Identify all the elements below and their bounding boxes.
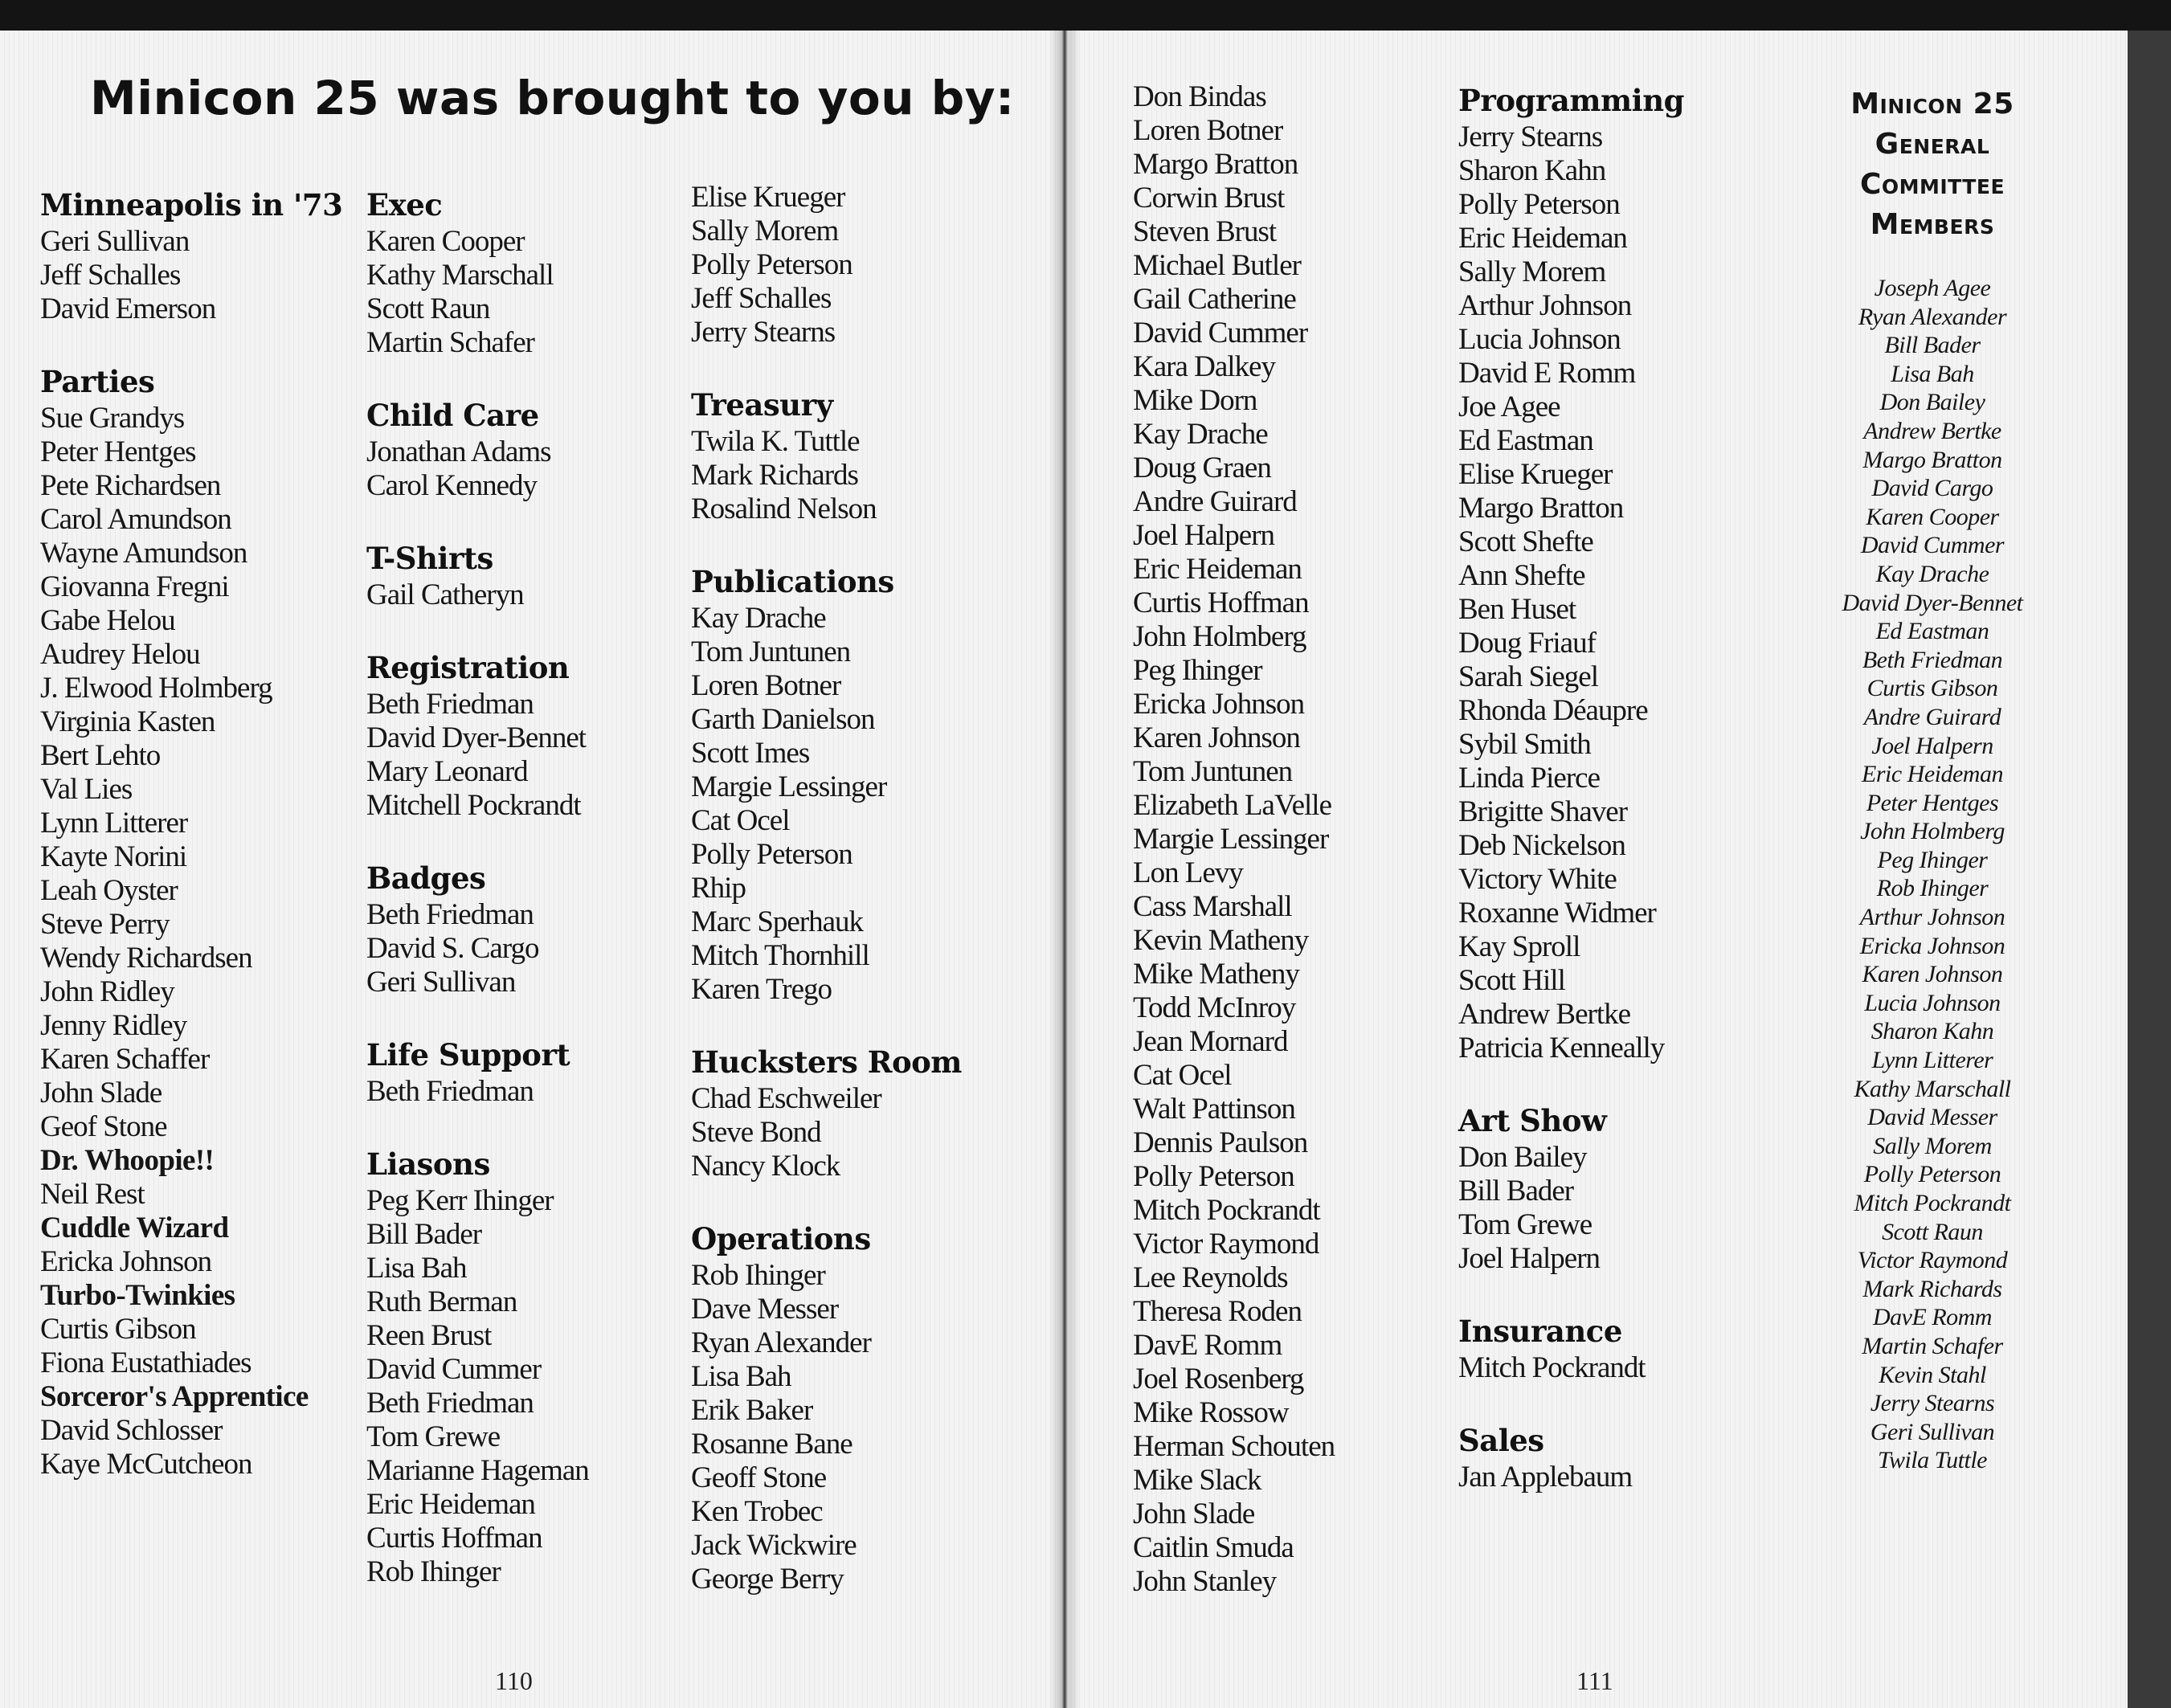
person-name: Mark Richards: [691, 459, 858, 492]
committee-member-name: Lisa Bah: [1891, 360, 1974, 387]
person-name: Mike Matheny: [1133, 958, 1299, 991]
person-name: Rob Ihinger: [366, 1555, 501, 1588]
section-heading: Exec: [366, 187, 443, 223]
person-name: Mitch Pockrandt: [1133, 1194, 1320, 1227]
committee-member-name: Andrew Bertke: [1863, 417, 2001, 444]
credits-column-left-1: [40, 185, 378, 1517]
person-name: David Cummer: [366, 1353, 542, 1386]
committee-member-name: Kay Drache: [1875, 560, 1989, 587]
committee-member-name: Sally Morem: [1873, 1132, 1992, 1159]
committee-member-name: Kathy Marschall: [1854, 1075, 2011, 1102]
committee-member-name: Don Bailey: [1879, 389, 1985, 416]
person-name: John Slade: [40, 1077, 162, 1109]
person-name: Eric Heideman: [1133, 553, 1302, 586]
committee-member-name: Ed Eastman: [1875, 618, 1989, 645]
person-name: Elise Krueger: [691, 181, 845, 214]
person-name: Polly Peterson: [1458, 188, 1620, 221]
credit-group: [1458, 1311, 1796, 1385]
person-name: Ann Shefte: [1458, 559, 1585, 592]
person-name: Don Bindas: [1133, 80, 1266, 113]
credit-group: [366, 648, 704, 823]
person-name: Tom Juntunen: [1133, 755, 1293, 788]
person-name: Sarah Siegel: [1458, 660, 1598, 693]
person-name: Wendy Richardsen: [40, 942, 252, 975]
person-name: Lon Levy: [1133, 856, 1243, 889]
credit-group: [691, 562, 1028, 1007]
credit-group: [366, 538, 704, 612]
person-name: Lisa Bah: [366, 1252, 467, 1285]
person-name: Lucia Johnson: [1458, 323, 1621, 356]
committee-member-name: Arthur Johnson: [1859, 904, 2005, 931]
person-name: Beth Friedman: [366, 898, 534, 931]
person-name: Rosanne Bane: [691, 1428, 852, 1461]
person-name: Sybil Smith: [1458, 728, 1591, 761]
person-name: Patricia Kenneally: [1458, 1032, 1665, 1064]
committee-member-name: John Holmberg: [1860, 818, 2005, 845]
person-name: Carol Amundson: [40, 503, 231, 536]
person-name: Jenny Ridley: [40, 1009, 187, 1042]
person-name: Michael Butler: [1133, 249, 1301, 282]
person-name: Mary Leonard: [366, 755, 528, 788]
section-heading: Minneapolis in '73: [40, 187, 343, 223]
committee-member-name: Ericka Johnson: [1859, 932, 2005, 959]
person-name: Mike Rossow: [1133, 1396, 1289, 1429]
book-gutter: [1049, 31, 1080, 1708]
person-name: Sue Grandys: [40, 402, 185, 435]
committee-member-name: Mitch Pockrandt: [1854, 1190, 2011, 1216]
page-number-left: 110: [495, 1666, 533, 1695]
subsection-heading: Cuddle Wizard: [40, 1212, 229, 1244]
person-name: Wayne Amundson: [40, 537, 247, 570]
person-name: Kathy Marschall: [366, 259, 554, 292]
section-heading: Child Care: [366, 398, 539, 433]
committee-member-name: Curtis Gibson: [1866, 675, 1998, 702]
person-name: Reen Brust: [366, 1319, 492, 1352]
person-name: Peg Ihinger: [1133, 654, 1262, 687]
person-name: Steve Perry: [40, 908, 170, 941]
person-name: David Schlosser: [40, 1414, 223, 1447]
person-name: Karen Johnson: [1133, 721, 1300, 754]
person-name: David Emerson: [40, 292, 216, 325]
person-name: Gail Catheryn: [366, 578, 524, 611]
person-name: Elise Krueger: [1458, 458, 1613, 491]
scan-right-edge: [2128, 31, 2171, 1708]
person-name: Brigitte Shaver: [1458, 795, 1628, 828]
credits-column-left-2: [366, 185, 704, 1624]
person-name: Linda Pierce: [1458, 762, 1600, 795]
committee-member-name: David Cargo: [1871, 475, 1993, 502]
person-name: Don Bailey: [1458, 1141, 1587, 1174]
person-name: Audrey Helou: [40, 638, 200, 671]
person-name: Kay Drache: [1133, 418, 1268, 451]
person-name: Jean Mornard: [1133, 1025, 1288, 1058]
person-name: Rhip: [691, 872, 746, 905]
person-name: Joe Agee: [1458, 390, 1560, 423]
person-name: Scott Shefte: [1458, 525, 1593, 558]
person-name: Ericka Johnson: [40, 1245, 212, 1278]
person-name: Doug Graen: [1133, 452, 1271, 484]
person-name: Kaye McCutcheon: [40, 1448, 252, 1481]
person-name: Pete Richardsen: [40, 469, 221, 502]
committee-member-name: Bill Bader: [1884, 332, 1981, 359]
person-name: Bill Bader: [1458, 1175, 1574, 1207]
credit-group: [366, 185, 704, 360]
person-name: Cat Ocel: [691, 804, 790, 837]
person-name: Roxanne Widmer: [1458, 897, 1656, 930]
committee-member-name: Karen Cooper: [1866, 503, 1999, 530]
person-name: Gail Catherine: [1133, 283, 1296, 316]
person-name: Loren Botner: [691, 669, 841, 702]
person-name: Tom Grewe: [366, 1420, 501, 1453]
committee-member-name: Rob Ihinger: [1876, 875, 1989, 902]
credit-group: [366, 1144, 704, 1589]
person-name: Garth Danielson: [691, 703, 875, 736]
person-name: Lee Reynolds: [1133, 1261, 1288, 1294]
person-name: Victor Raymond: [1133, 1228, 1319, 1261]
person-name: Mike Dorn: [1133, 384, 1257, 417]
committee-member-name: Martin Schafer: [1862, 1332, 2003, 1359]
general-committee-panel: [1788, 84, 2077, 1475]
person-name: Kay Sproll: [1458, 930, 1580, 963]
person-name: Rob Ihinger: [691, 1259, 825, 1292]
person-name: Carol Kennedy: [366, 469, 538, 502]
person-name: Sharon Kahn: [1458, 154, 1606, 187]
committee-member-name: Joel Halpern: [1871, 732, 1993, 759]
person-name: Ryan Alexander: [691, 1326, 871, 1359]
person-name: Jerry Stearns: [691, 316, 836, 349]
committee-member-name: Victor Raymond: [1857, 1247, 2008, 1274]
person-name: Leah Oyster: [40, 874, 178, 907]
section-heading: Operations: [691, 1221, 871, 1256]
committee-member-name: Scott Raun: [1882, 1218, 1983, 1245]
subsection-heading: Dr. Whoopie!!: [40, 1144, 215, 1177]
section-heading: Liasons: [366, 1146, 490, 1182]
person-name: Beth Friedman: [366, 1387, 534, 1420]
committee-member-name: Joseph Agee: [1874, 275, 1991, 301]
person-name: J. Elwood Holmberg: [40, 672, 272, 705]
credit-group: [366, 1035, 704, 1109]
person-name: Lynn Litterer: [40, 807, 188, 840]
person-name: Marc Sperhauk: [691, 905, 864, 938]
committee-title-line: Minicon 25: [1850, 88, 2014, 121]
person-name: Victory White: [1458, 863, 1617, 896]
person-name: Sally Morem: [1458, 255, 1606, 288]
person-name: Ken Trobec: [691, 1495, 823, 1528]
person-name: Dennis Paulson: [1133, 1126, 1308, 1159]
person-name: Jonathan Adams: [366, 435, 551, 468]
credits-column-right-1: [1133, 80, 1470, 1634]
credit-group: [40, 362, 378, 1481]
section-heading: T-Shirts: [366, 541, 493, 576]
subsection-heading: Turbo-Twinkies: [40, 1279, 235, 1312]
person-name: Beth Friedman: [366, 688, 534, 721]
person-name: Beth Friedman: [366, 1075, 534, 1108]
person-name: DavE Romm: [1133, 1329, 1282, 1362]
person-name: Fiona Eustathiades: [40, 1346, 251, 1379]
person-name: Giovanna Fregni: [40, 570, 229, 603]
committee-member-name: Lynn Litterer: [1871, 1047, 1993, 1074]
person-name: Curtis Hoffman: [1133, 586, 1309, 619]
person-name: Arthur Johnson: [1458, 289, 1632, 322]
committee-member-name: Beth Friedman: [1862, 646, 2003, 673]
committee-member-name: Sharon Kahn: [1870, 1018, 1994, 1045]
person-name: Karen Schaffer: [40, 1043, 210, 1076]
committee-member-name: Jerry Stearns: [1870, 1390, 1995, 1417]
person-name: Andrew Bertke: [1458, 998, 1631, 1031]
person-name: Geri Sullivan: [40, 225, 190, 258]
person-name: Karen Trego: [691, 973, 832, 1006]
person-name: Karen Cooper: [366, 225, 525, 258]
person-name: Polly Peterson: [691, 838, 852, 871]
person-name: Erik Baker: [691, 1394, 813, 1427]
person-name: Rosalind Nelson: [691, 492, 877, 525]
person-name: Loren Botner: [1133, 114, 1283, 147]
section-heading: Publications: [691, 564, 894, 599]
person-name: Mitch Pockrandt: [1458, 1351, 1646, 1384]
person-name: Val Lies: [40, 773, 133, 806]
person-name: Jerry Stearns: [1458, 121, 1603, 153]
person-name: Andre Guirard: [1133, 485, 1297, 518]
person-name: John Ridley: [40, 975, 174, 1008]
person-name: Curtis Gibson: [40, 1313, 196, 1346]
person-name: Caitlin Smuda: [1133, 1531, 1294, 1564]
person-name: David S. Cargo: [366, 932, 539, 965]
person-name: Margo Bratton: [1458, 492, 1624, 525]
committee-member-name: Kevin Stahl: [1879, 1361, 1986, 1388]
person-name: Scott Raun: [366, 292, 490, 325]
person-name: Jan Applebaum: [1458, 1461, 1633, 1493]
person-name: Mike Slack: [1133, 1464, 1261, 1497]
credits-column-left-3: [691, 181, 1028, 1632]
person-name: Corwin Brust: [1133, 182, 1285, 215]
committee-member-name: Twila Tuttle: [1878, 1447, 1987, 1474]
person-name: Deb Nickelson: [1458, 829, 1625, 862]
person-name: Walt Pattinson: [1133, 1093, 1295, 1126]
person-name: Jeff Schalles: [40, 259, 181, 292]
committee-member-name: Margo Bratton: [1862, 446, 2002, 473]
credits-column-right-2: [1458, 80, 1796, 1530]
section-heading: Badges: [366, 860, 486, 896]
committee-member-name: Polly Peterson: [1863, 1161, 2001, 1188]
person-name: Kayte Norini: [40, 840, 187, 873]
person-name: Bill Bader: [366, 1218, 482, 1251]
person-name: Kay Drache: [691, 602, 826, 635]
person-name: Ericka Johnson: [1133, 688, 1305, 721]
person-name: Theresa Roden: [1133, 1295, 1302, 1328]
person-name: Geof Stone: [40, 1110, 167, 1143]
person-name: Margie Lessinger: [1133, 823, 1329, 856]
person-name: Margo Bratton: [1133, 148, 1298, 181]
committee-title: [1788, 84, 2077, 245]
person-name: Bert Lehto: [40, 739, 161, 772]
credit-group: [1458, 80, 1796, 1065]
person-name: Curtis Hoffman: [366, 1522, 542, 1555]
committee-member-name: Lucia Johnson: [1864, 989, 2001, 1016]
committee-member-name: DavE Romm: [1873, 1304, 1992, 1331]
person-name: Nancy Klock: [691, 1150, 840, 1183]
person-name: Joel Halpern: [1133, 519, 1275, 552]
person-name: Dave Messer: [691, 1293, 839, 1326]
person-name: Geri Sullivan: [366, 966, 516, 999]
person-name: Mitch Thornhill: [691, 939, 869, 972]
person-name: Polly Peterson: [1133, 1160, 1294, 1193]
committee-title-line: General: [1875, 128, 1990, 161]
person-name: Rhonda Déaupre: [1458, 694, 1648, 727]
credit-group: [1458, 1420, 1796, 1494]
person-name: Steve Bond: [691, 1116, 821, 1149]
person-name: Tom Grewe: [1458, 1208, 1592, 1241]
committee-member-name: David Messer: [1867, 1104, 1997, 1131]
section-heading: Registration: [366, 650, 570, 685]
committee-member-name: Peter Hentges: [1866, 789, 1999, 816]
credit-group: [691, 181, 1028, 349]
person-name: Martin Schafer: [366, 326, 534, 359]
person-name: Joel Halpern: [1458, 1242, 1601, 1275]
person-name: Joel Rosenberg: [1133, 1363, 1304, 1395]
section-heading: Sales: [1458, 1423, 1544, 1458]
person-name: George Berry: [691, 1563, 844, 1596]
section-heading: Programming: [1458, 83, 1684, 118]
person-name: Ed Eastman: [1458, 424, 1593, 457]
committee-member-name: Andre Guirard: [1863, 703, 2001, 730]
person-name: Geoff Stone: [691, 1461, 827, 1494]
section-heading: Treasury: [691, 387, 833, 423]
person-name: Virginia Kasten: [40, 705, 215, 738]
credit-group: [691, 1219, 1028, 1596]
committee-title-line: Members: [1870, 208, 1995, 241]
person-name: David Dyer-Bennet: [366, 721, 587, 754]
page-number-right: 111: [1576, 1666, 1613, 1695]
section-heading: Insurance: [1458, 1314, 1622, 1349]
person-name: Twila K. Tuttle: [691, 425, 860, 458]
committee-member-name: Mark Richards: [1862, 1275, 2002, 1302]
person-name: Jack Wickwire: [691, 1529, 857, 1562]
person-name: Peter Hentges: [40, 435, 196, 468]
committee-title-line: Committee: [1859, 168, 2005, 201]
person-name: Gabe Helou: [40, 604, 175, 637]
person-name: Cat Ocel: [1133, 1059, 1232, 1092]
credit-group: [1458, 1101, 1796, 1276]
person-name: David Cummer: [1133, 317, 1308, 349]
person-name: Polly Peterson: [691, 248, 852, 281]
person-name: Eric Heideman: [366, 1488, 535, 1521]
person-name: Doug Friauf: [1458, 627, 1596, 660]
credit-group: [691, 385, 1028, 526]
person-name: John Stanley: [1133, 1565, 1277, 1598]
committee-member-name: Geri Sullivan: [1870, 1418, 1995, 1445]
committee-member-name: Eric Heideman: [1862, 761, 2003, 788]
person-name: Scott Hill: [1458, 964, 1565, 997]
credit-group: [366, 395, 704, 503]
person-name: Mitchell Pockrandt: [366, 789, 581, 822]
person-name: Herman Schouten: [1133, 1430, 1335, 1463]
person-name: Sally Morem: [691, 215, 839, 247]
person-name: John Holmberg: [1133, 620, 1306, 653]
person-name: Neil Rest: [40, 1178, 145, 1211]
person-name: Todd McInroy: [1133, 991, 1296, 1024]
committee-member-name: Peg Ihinger: [1877, 846, 1988, 873]
person-name: Peg Kerr Ihinger: [366, 1184, 554, 1217]
person-name: Chad Eschweiler: [691, 1082, 881, 1115]
scan-top-band: [0, 0, 2171, 31]
person-name: Eric Heideman: [1458, 222, 1627, 255]
person-name: John Slade: [1133, 1498, 1255, 1530]
person-name: Lisa Bah: [691, 1360, 791, 1393]
section-heading: Hucksters Room: [691, 1044, 962, 1080]
person-name: Ruth Berman: [366, 1285, 517, 1318]
person-name: Steven Brust: [1133, 215, 1277, 248]
person-name: Margie Lessinger: [691, 770, 887, 803]
subsection-heading: Sorceror's Apprentice: [40, 1380, 309, 1413]
person-name: Elizabeth LaVelle: [1133, 789, 1332, 822]
person-name: Ben Huset: [1458, 593, 1576, 626]
committee-member-name: David Cummer: [1860, 532, 2005, 559]
page-title: Minicon 25 was brought to you by:: [90, 71, 1015, 125]
section-heading: Art Show: [1458, 1103, 1607, 1138]
person-name: Tom Juntunen: [691, 635, 851, 668]
section-heading: Life Support: [366, 1037, 570, 1073]
credit-group: [691, 1042, 1028, 1183]
credit-group: [40, 185, 378, 326]
person-name: Jeff Schalles: [691, 282, 832, 315]
committee-member-name: David Dyer-Bennet: [1842, 589, 2023, 616]
person-name: Marianne Hageman: [366, 1454, 589, 1487]
committee-member-list: [1788, 274, 2077, 1475]
person-name: Scott Imes: [691, 737, 810, 770]
person-name: Kevin Matheny: [1133, 924, 1309, 957]
person-name: David E Romm: [1458, 357, 1636, 390]
credit-group: [366, 858, 704, 999]
person-name: Kara Dalkey: [1133, 350, 1275, 383]
credit-group: [1133, 80, 1470, 1599]
committee-member-name: Ryan Alexander: [1858, 303, 2007, 330]
committee-member-name: Karen Johnson: [1862, 961, 2003, 988]
section-heading: Parties: [40, 364, 155, 399]
person-name: Cass Marshall: [1133, 890, 1292, 923]
